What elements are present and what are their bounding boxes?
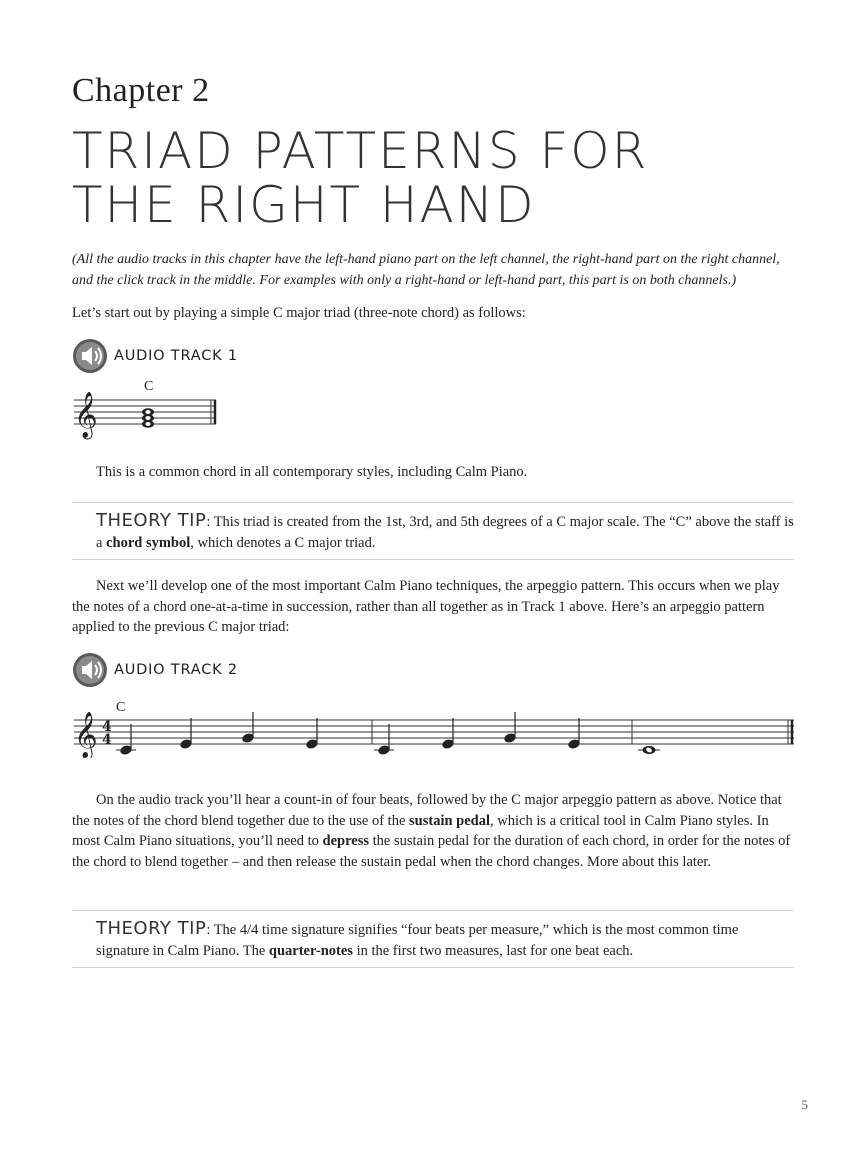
time-signature-bottom: 4 — [102, 732, 112, 748]
intro-note: (All the audio tracks in this chapter have the left-hand piano part on the left channel, the right-hand part on the right channel, and the click track in the middle. For examples with only a right-hand or left-hand part, this part is on both channels.) — [72, 252, 780, 288]
page-number: 5 — [801, 1097, 808, 1112]
chord-symbol-c: C — [144, 379, 154, 394]
theory-tip-bold-term: chord symbol — [106, 534, 191, 551]
theory-tip-text-end: in the first two measures, last for one beat each. — [352, 942, 634, 959]
paragraph-text: On the audio track you’ll hear a count-in of four beats, followed by the C major arpeggio pattern as above. Notice that the notes of the chord blend together due to the use of the — [72, 792, 782, 829]
time-signature-top: 4 — [102, 719, 112, 735]
paragraph-text: the sustain pedal for the duration of each chord, in order for the notes of the chord to blend together – and then release the sustain pedal when the chord changes. More about this later. — [72, 833, 791, 870]
chord-symbol-c: C — [116, 700, 126, 715]
theory-tip-1 — [72, 502, 794, 560]
measure-2-notes — [374, 712, 580, 755]
measure-3-whole-note — [638, 746, 660, 754]
paragraph-sustain-pedal — [72, 790, 794, 872]
treble-clef-icon: 𝄞 — [74, 392, 98, 438]
theory-tip-text: : The 4/4 time signature signifies “four beats per measure,” which is the most common time signature in Calm Piano. The — [96, 922, 739, 959]
audio-track-1[interactable] — [72, 338, 238, 374]
chapter-label: Chapter 2 — [72, 72, 210, 109]
theory-tip-heading: THEORY TIP — [96, 918, 207, 939]
audio-track-2-label: AUDIO TRACK 2 — [114, 662, 238, 678]
chapter-title-line-2: THE RIGHT HAND — [72, 176, 536, 234]
measure-1-notes — [116, 712, 318, 755]
bold-term-sustain-pedal: sustain pedal — [409, 812, 491, 829]
speaker-icon — [72, 652, 108, 688]
paragraph-common-chord: This is a common chord in all contemporary styles, including Calm Piano. — [96, 464, 528, 480]
paragraph-text: , which is a critical tool in Calm Piano styles. In most Calm Piano situations, you’ll need to — [72, 812, 769, 849]
staff-track-2 — [72, 694, 796, 758]
paragraph-intro: Let’s start out by playing a simple C major triad (three-note chord) as follows: — [72, 305, 526, 321]
staff-track-1 — [72, 374, 222, 440]
theory-tip-text: : This triad is created from the 1st, 3rd, and 5th degrees of a C major scale. The “C” above the staff is a — [96, 514, 794, 551]
bold-term-depress: depress — [322, 833, 369, 849]
chapter-title-line-1: TRIAD PATTERNS FOR — [72, 122, 649, 180]
theory-tip-text-end: , which denotes a C major triad. — [190, 534, 376, 551]
theory-tip-bold-term: quarter-notes — [268, 942, 353, 959]
audio-track-2[interactable] — [72, 652, 238, 688]
speaker-icon — [72, 338, 108, 374]
whole-note-chord — [142, 408, 154, 428]
paragraph-arpeggio: Next we’ll develop one of the most important Calm Piano techniques, the arpeggio pattern. This occurs when we play the notes of a chord one-at-a-time in succession, rather than all together as in Track 1 above. Here’s an arpeggio pattern applied to the previous C major triad: — [72, 578, 780, 635]
theory-tip-heading: THEORY TIP — [96, 510, 207, 531]
theory-tip-2 — [72, 910, 794, 968]
chapter-title — [72, 124, 648, 232]
audio-track-1-label: AUDIO TRACK 1 — [114, 348, 238, 364]
treble-clef-icon: 𝄞 — [74, 712, 98, 758]
